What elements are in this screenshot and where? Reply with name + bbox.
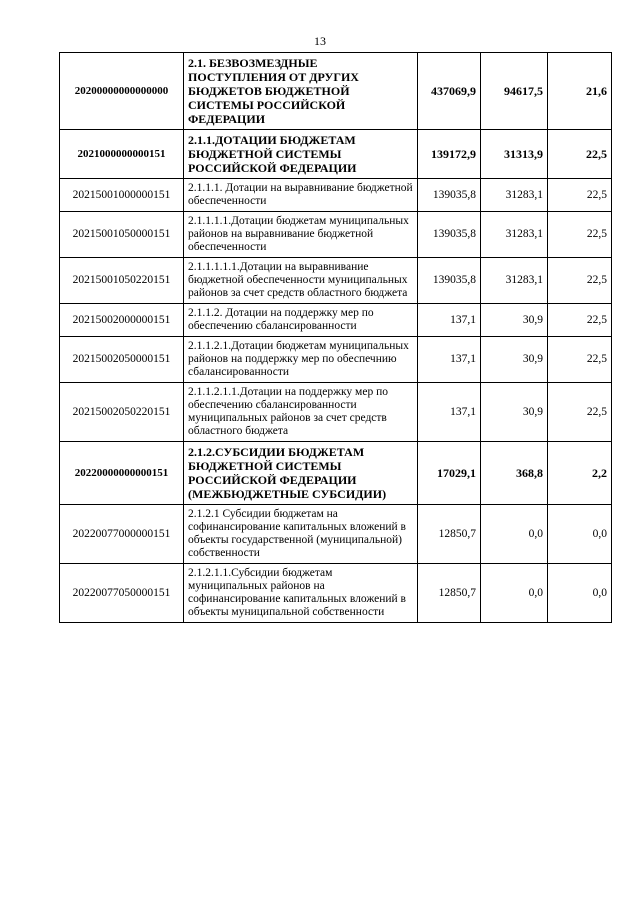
table-row (60, 442, 612, 505)
percent-cell: 0,0 (548, 564, 612, 623)
budget-code-cell: 20220077000000151 (60, 505, 184, 564)
value-1-cell: 17029,1 (418, 442, 481, 505)
table-row (60, 383, 612, 442)
value-2-cell: 30,9 (481, 304, 548, 337)
percent-cell: 22,5 (548, 179, 612, 212)
item-name-cell: 2.1.1.2.1.1.Дотации на поддержку мер по обеспечению сбалансированности муниципальных районов за счет средств областного бюджета (184, 383, 418, 442)
percent-cell: 22,5 (548, 304, 612, 337)
value-1-cell: 139035,8 (418, 179, 481, 212)
percent-cell: 21,6 (548, 53, 612, 130)
item-name-cell: 2.1.1.1.1.Дотации бюджетам муниципальных районов на выравнивание бюджетной обеспеченности (184, 212, 418, 258)
percent-cell: 22,5 (548, 212, 612, 258)
item-name-cell: 2.1.2.1.1.Субсидии бюджетам муниципальных районов на софинансирование капитальных вложений в объекты муниципальной собственности (184, 564, 418, 623)
item-name-cell: 2.1.2.1 Субсидии бюджетам на софинансирование капитальных вложений в объекты государственной (муниципальной) собственности (184, 505, 418, 564)
value-1-cell: 137,1 (418, 337, 481, 383)
table-row (60, 505, 612, 564)
value-2-cell: 30,9 (481, 337, 548, 383)
table-row (60, 130, 612, 179)
budget-table (59, 52, 612, 623)
budget-code-cell: 20215001050220151 (60, 258, 184, 304)
budget-code-cell: 20215001050000151 (60, 212, 184, 258)
table-row (60, 337, 612, 383)
value-2-cell: 31283,1 (481, 212, 548, 258)
budget-table-body (60, 53, 612, 623)
table-row (60, 258, 612, 304)
value-2-cell: 31283,1 (481, 179, 548, 212)
budget-code-cell: 20215002000000151 (60, 304, 184, 337)
value-2-cell: 0,0 (481, 564, 548, 623)
budget-code-cell: 20220077050000151 (60, 564, 184, 623)
value-1-cell: 137,1 (418, 383, 481, 442)
value-1-cell: 139035,8 (418, 258, 481, 304)
budget-code-cell: 2021000000000151 (60, 130, 184, 179)
item-name-cell: 2.1.1.ДОТАЦИИ БЮДЖЕТАМ БЮДЖЕТНОЙ СИСТЕМЫ РОССИЙСКОЙ ФЕДЕРАЦИИ (184, 130, 418, 179)
table-row (60, 212, 612, 258)
item-name-cell: 2.1. БЕЗВОЗМЕЗДНЫЕ ПОСТУПЛЕНИЯ ОТ ДРУГИХ БЮДЖЕТОВ БЮДЖЕТНОЙ СИСТЕМЫ РОССИЙСКОЙ ФЕДЕРАЦИИ (184, 53, 418, 130)
value-1-cell: 139172,9 (418, 130, 481, 179)
value-2-cell: 0,0 (481, 505, 548, 564)
table-row (60, 564, 612, 623)
value-1-cell: 137,1 (418, 304, 481, 337)
value-2-cell: 368,8 (481, 442, 548, 505)
value-2-cell: 30,9 (481, 383, 548, 442)
value-2-cell: 31313,9 (481, 130, 548, 179)
item-name-cell: 2.1.2.СУБСИДИИ БЮДЖЕТАМ БЮДЖЕТНОЙ СИСТЕМЫ РОССИЙСКОЙ ФЕДЕРАЦИИ (МЕЖБЮДЖЕТНЫЕ СУБСИДИИ) (184, 442, 418, 505)
budget-code-cell: 20220000000000151 (60, 442, 184, 505)
budget-code-cell: 20200000000000000 (60, 53, 184, 130)
percent-cell: 22,5 (548, 258, 612, 304)
value-1-cell: 12850,7 (418, 505, 481, 564)
table-row (60, 304, 612, 337)
value-1-cell: 12850,7 (418, 564, 481, 623)
budget-code-cell: 20215002050220151 (60, 383, 184, 442)
item-name-cell: 2.1.1.1.1.1.Дотации на выравнивание бюджетной обеспеченности муниципальных районов за счет средств областного бюджета (184, 258, 418, 304)
budget-code-cell: 20215002050000151 (60, 337, 184, 383)
percent-cell: 0,0 (548, 505, 612, 564)
percent-cell: 22,5 (548, 130, 612, 179)
table-row (60, 53, 612, 130)
percent-cell: 22,5 (548, 337, 612, 383)
percent-cell: 2,2 (548, 442, 612, 505)
item-name-cell: 2.1.1.2.1.Дотации бюджетам муниципальных районов на поддержку мер по обеспечнию сбалансированности (184, 337, 418, 383)
budget-code-cell: 20215001000000151 (60, 179, 184, 212)
value-2-cell: 31283,1 (481, 258, 548, 304)
percent-cell: 22,5 (548, 383, 612, 442)
value-2-cell: 94617,5 (481, 53, 548, 130)
table-row (60, 179, 612, 212)
value-1-cell: 139035,8 (418, 212, 481, 258)
value-1-cell: 437069,9 (418, 53, 481, 130)
item-name-cell: 2.1.1.1. Дотации на выравнивание бюджетной обеспеченности (184, 179, 418, 212)
page-number: 13 (314, 34, 326, 48)
item-name-cell: 2.1.1.2. Дотации на поддержку мер по обеспечению сбалансированности (184, 304, 418, 337)
